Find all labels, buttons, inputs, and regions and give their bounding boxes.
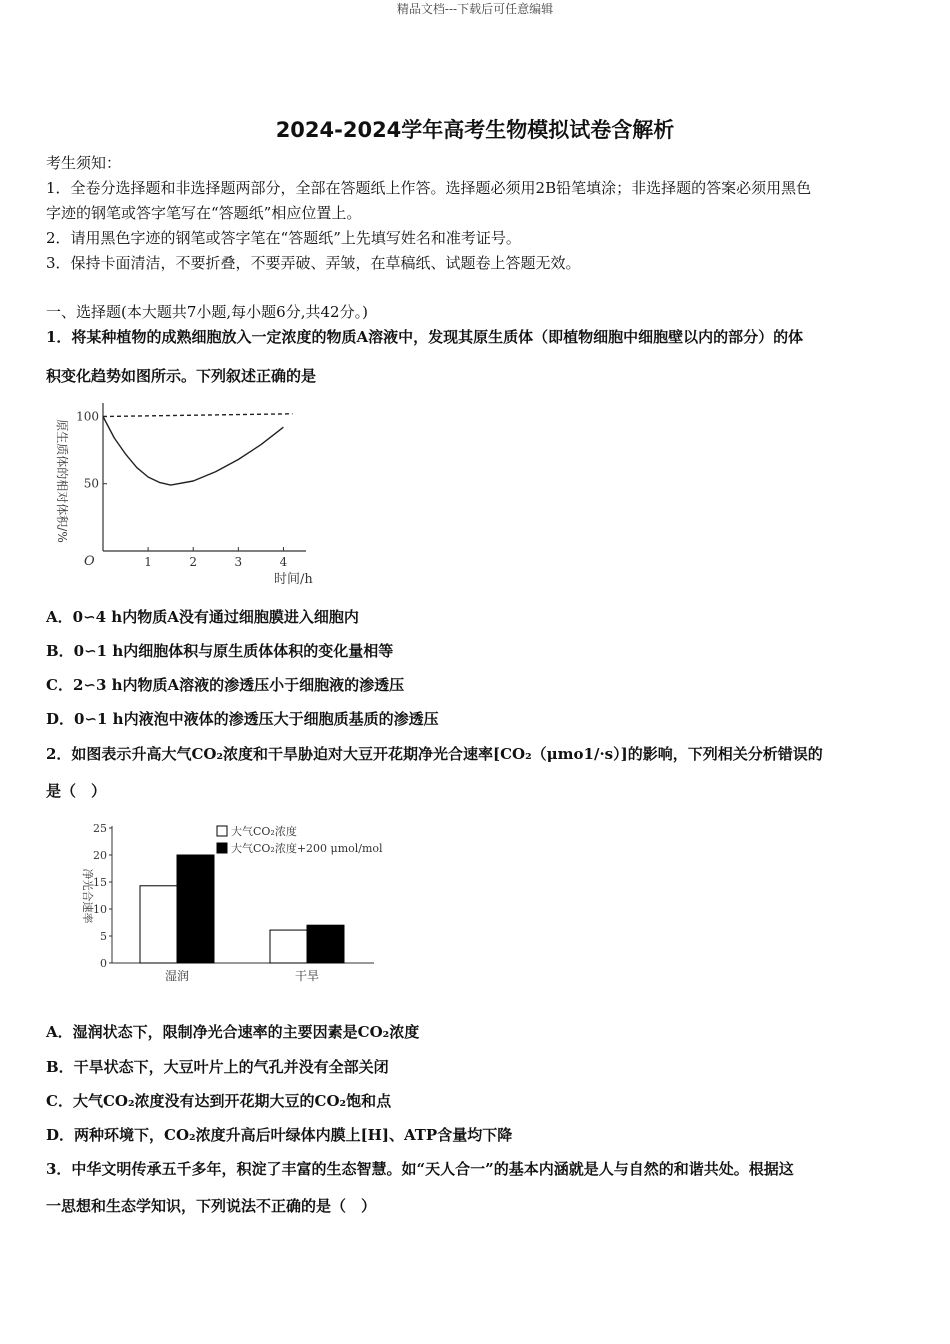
chart-2-category-label: 湿润 bbox=[164, 969, 190, 983]
notice-item: 2．请用黑色字迹的钢笔或答字笔在“答题纸”上先填写姓名和准考证号。 bbox=[46, 229, 521, 247]
question-1-option-a[interactable]: A．0∽4 h内物质A没有通过细胞膜进入细胞内 bbox=[46, 608, 359, 626]
question-1-option-d[interactable]: D．0∽1 h内液泡中液体的渗透压大于细胞质基质的渗透压 bbox=[46, 710, 439, 728]
question-1-stem-cont: 积变化趋势如图所示。下列叙述正确的是 bbox=[46, 367, 317, 385]
chart-2-legend-label: 大气CO₂浓度+200 μmol/mol bbox=[231, 842, 383, 855]
chart-1-y-tick-label: 100 bbox=[76, 409, 99, 424]
chart-1-x-tick-label: 3 bbox=[234, 555, 243, 569]
chart-2-bar bbox=[140, 886, 177, 963]
notice-heading: 考生须知： bbox=[46, 154, 122, 172]
chart-2-y-tick-label: 10 bbox=[93, 903, 107, 916]
chart-2-legend-swatch bbox=[217, 826, 227, 836]
question-1-option-c[interactable]: C．2∽3 h内物质A溶液的渗透压小于细胞液的渗透压 bbox=[46, 676, 405, 694]
question-2-stem: 2．如图表示升高大气CO₂浓度和干旱胁迫对大豆开花期净光合速率[CO₂（μmo1/·s）]的影响，下列相关分析错误的 bbox=[46, 745, 823, 763]
chart-net-photosynthesis bbox=[70, 814, 410, 994]
question-3-stem: 3．中华文明传承五千多年，积淀了丰富的生态智慧。如“天人合一”的基本内涵就是人与自然的和谐共处。根据这 bbox=[46, 1160, 794, 1178]
question-3-stem-cont: 一思想和生态学知识，下列说法不正确的是（ ） bbox=[46, 1197, 377, 1215]
chart-1-volume-curve bbox=[103, 417, 283, 486]
page-title: 2024-2024学年高考生物模拟试卷含解析 bbox=[275, 118, 675, 142]
chart-2-legend-swatch bbox=[217, 843, 227, 853]
section-heading: 一、选择题(本大题共7小题,每小题6分,共42分。) bbox=[46, 303, 368, 321]
notice-item: 1．全卷分选择题和非选择题两部分，全部在答题纸上作答。选择题必须用2B铅笔填涂；非选择题的答案必须用黑色 bbox=[46, 179, 812, 197]
question-1-option-b[interactable]: B．0∽1 h内细胞体积与原生质体体积的变化量相等 bbox=[46, 642, 394, 660]
chart-1-x-tick-label: 2 bbox=[189, 555, 198, 569]
chart-1-reference-line bbox=[103, 414, 293, 417]
chart-1-x-tick-label: 4 bbox=[279, 555, 288, 569]
chart-1-ylabel: 原生质体的相对体积/% bbox=[55, 419, 69, 543]
question-2-option-d[interactable]: D．两种环境下，CO₂浓度升高后叶绿体内膜上[H]、ATP含量均下降 bbox=[46, 1126, 513, 1144]
chart-1-origin-label: O bbox=[84, 554, 95, 569]
chart-2-bar bbox=[270, 930, 307, 963]
chart-2-bar bbox=[177, 855, 214, 963]
chart-1-y-tick-label: 50 bbox=[83, 476, 99, 491]
chart-2-category-label: 干旱 bbox=[294, 969, 320, 983]
chart-2-y-tick-label: 5 bbox=[100, 930, 107, 943]
chart-2-y-tick-label: 15 bbox=[93, 876, 107, 889]
chart-2-bar bbox=[307, 925, 344, 963]
chart-protoplast-volume bbox=[44, 393, 314, 593]
question-1-stem: 1．将某种植物的成熟细胞放入一定浓度的物质A溶液中，发现其原生质体（即植物细胞中细胞壁以内的部分）的体 bbox=[46, 328, 804, 346]
chart-2-legend-label: 大气CO₂浓度 bbox=[231, 825, 297, 838]
question-2-stem-cont: 是（ ） bbox=[46, 782, 107, 800]
page-header-watermark: 精品文档---下载后可任意编辑 bbox=[396, 2, 554, 16]
notice-item: 3．保持卡面清洁，不要折叠，不要弄破、弄皱，在草稿纸、试题卷上答题无效。 bbox=[46, 254, 581, 272]
chart-1-x-tick-label: 1 bbox=[144, 555, 152, 569]
chart-2-y-tick-label: 0 bbox=[100, 957, 107, 970]
chart-2-y-tick-label: 25 bbox=[93, 822, 107, 835]
question-2-option-a[interactable]: A．湿润状态下，限制净光合速率的主要因素是CO₂浓度 bbox=[46, 1023, 420, 1041]
chart-2-y-tick-label: 20 bbox=[93, 849, 107, 862]
question-2-option-c[interactable]: C．大气CO₂浓度没有达到开花期大豆的CO₂饱和点 bbox=[46, 1092, 392, 1110]
notice-item: 字迹的钢笔或答字笔写在“答题纸”相应位置上。 bbox=[46, 204, 362, 222]
chart-2-ylabel: 净光合速率 bbox=[81, 868, 94, 924]
chart-1-xlabel: 时间/h bbox=[274, 572, 313, 587]
question-2-option-b[interactable]: B．干旱状态下，大豆叶片上的气孔并没有全部关闭 bbox=[46, 1058, 389, 1076]
